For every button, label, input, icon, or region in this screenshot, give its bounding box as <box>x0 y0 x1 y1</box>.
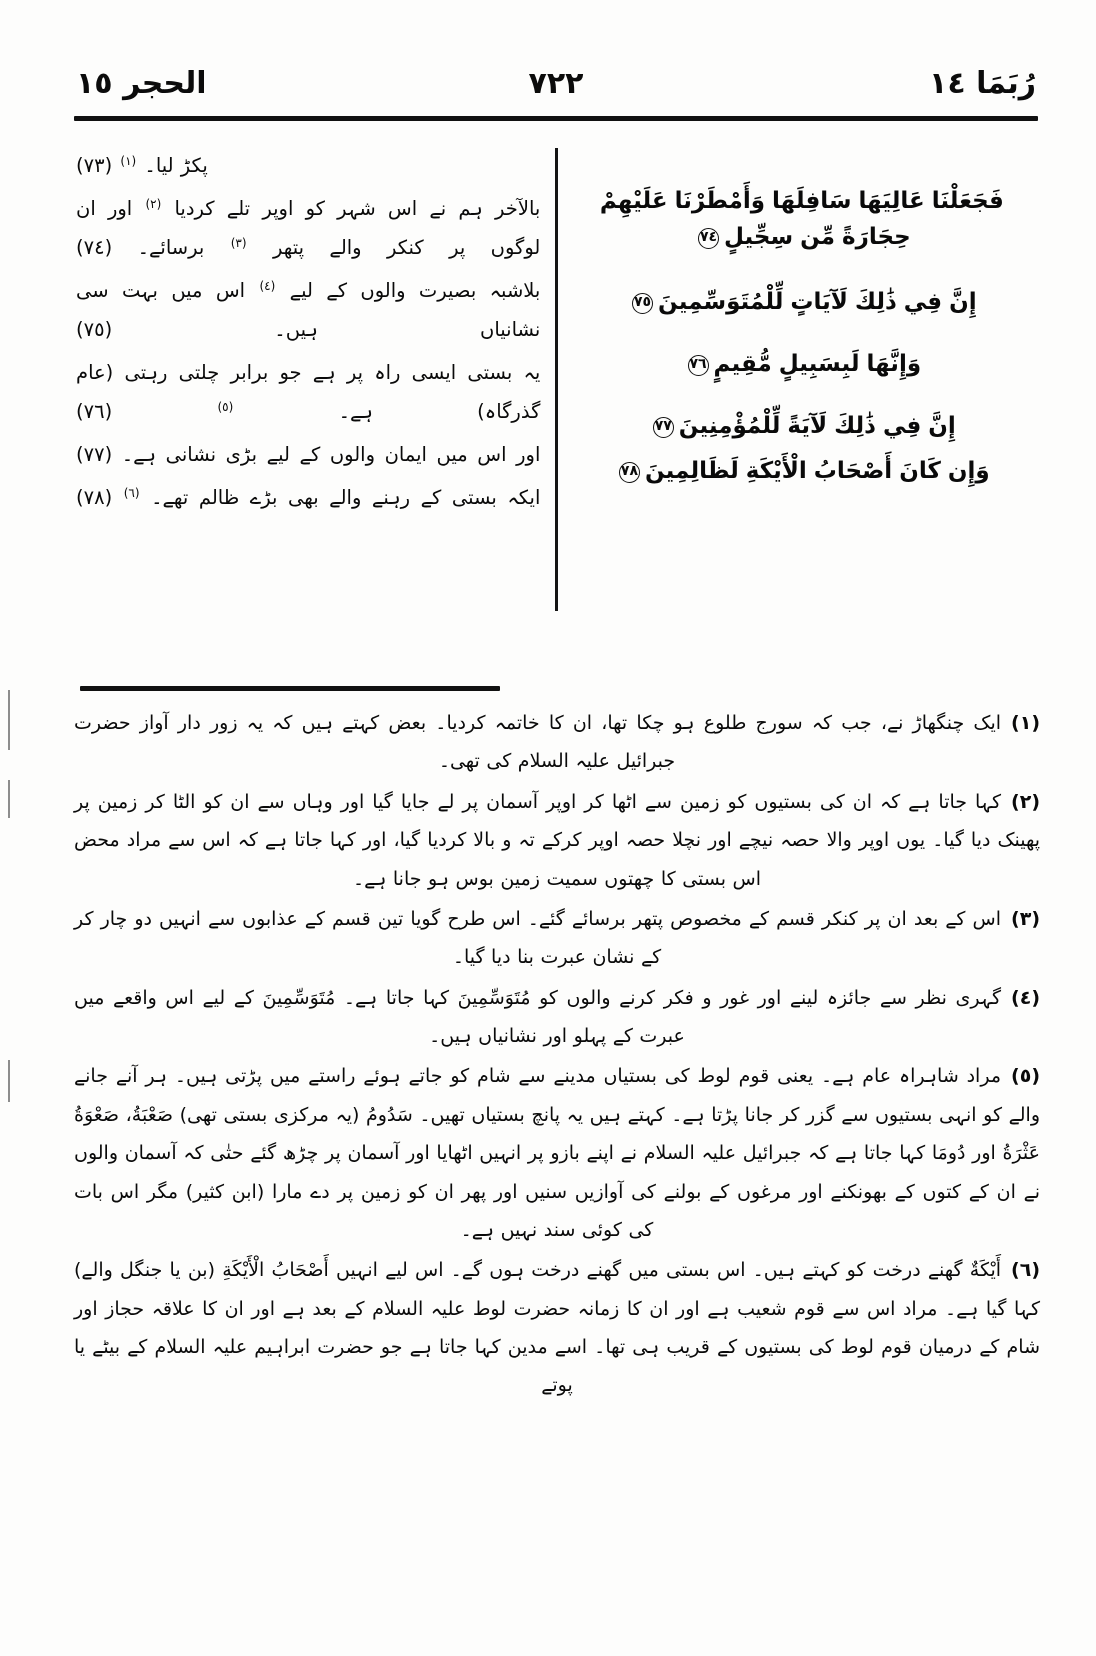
ayah-number-badge: ٧٤ <box>698 228 719 249</box>
footnote-text: کہا جاتا ہے کہ ان کی بستیوں کو زمین سے اٹھا کر اوپر آسمان پر لے جایا گیا اور وہاں سے ان کو الٹا کر زمین پر پھینک دیا گیا۔ یوں اوپر والا حصہ نیچے اور نچلا حصہ اوپر کرکے تہ و بالا کردیا گیا، اور کہا جاتا ہے کہ اس سے مراد محض اس بستی کا چھتوں سمیت زمین بوس ہو جانا ہے۔ <box>74 790 1040 890</box>
ayah-line <box>566 184 1038 255</box>
urdu-translation-line: اور اس میں ایمان والوں کے لیے بڑی نشانی ہے۔ (٧٧) <box>76 443 541 466</box>
footnote-item <box>74 900 1040 977</box>
ayah-number-badge: ٧٦ <box>688 355 709 376</box>
ayah-line <box>566 409 1038 445</box>
arabic-verse-column <box>566 140 1038 625</box>
footnote-marker: (٥) <box>1011 1065 1040 1088</box>
ayah-text: وَإِن كَانَ أَصْحَابُ الْأَيْكَةِ لَظَالِمِينَ <box>644 458 990 485</box>
footnote-text: أَيْكَةٌ گھنے درخت کو کہتے ہیں۔ اس بستی میں گھنے درخت ہوں گے۔ اس لیے انہیں أَصْحَابُ الْأَيْكَةِ (بن یا جنگل والے) کہا گیا ہے۔ مراد اس سے قوم شعیب ہے اور ان کا زمانہ حضرت لوط علیہ السلام کے بعد ہے اور ان کا علاقہ حجاز اور شام کے درمیان قوم لوط کی بستیوں کے قریب ہی تھا۔ اسے مدین کہا جاتا ہے جو حضرت ابراہیم علیہ السلام کے بیٹے یا پوتے <box>74 1259 1040 1397</box>
urdu-translation-line: بلاشبہ بصیرت والوں کے لیے $^{(٤)}$ اس میں بہت سی نشانیاں ہیں۔ (٧٥) <box>76 278 541 341</box>
header-para-title: رُبَمَا ١٤ <box>929 66 1036 101</box>
page-number: ٧٢٢ <box>528 66 584 101</box>
footnote-item <box>74 704 1040 781</box>
ayah-line <box>566 454 1038 490</box>
footnote-item <box>74 1057 1040 1249</box>
footnote-item <box>74 783 1040 898</box>
footnote-marker: (١) <box>1011 712 1040 734</box>
footnote-marker: (٣) <box>1011 907 1040 930</box>
ayah-number-badge: ٧٨ <box>619 462 640 483</box>
urdu-translation-column <box>74 140 546 625</box>
footnote-marker: (٤) <box>1011 986 1040 1009</box>
footnote-item <box>74 1251 1040 1405</box>
urdu-translation-line: پکڑ لیا۔ $^{(١)}$ (٧٣) <box>76 153 208 177</box>
ayah-number-badge: ٧٧ <box>653 417 674 438</box>
urdu-translation-line: یہ بستی ایسی راہ پر ہے جو برابر چلتی رہتی (عام گذرگاہ) ہے۔ $^{(٥)}$ (٧٦) <box>76 361 541 423</box>
footnote-marker: (٢) <box>1011 790 1040 813</box>
ayah-text: فَجَعَلْنَا عَالِيَهَا سَافِلَهَا وَأَمْطَرْنَا عَلَيْهِمْ حِجَارَةً مِّن سِجِّيلٍ <box>599 188 1004 250</box>
spine-mark <box>8 780 10 818</box>
column-divider <box>555 148 558 611</box>
spine-mark <box>8 690 10 750</box>
footnote-marker: (٦) <box>1011 1259 1040 1282</box>
footnote-text: اس کے بعد ان پر کنکر قسم کے مخصوص پتھر برسائے گئے۔ اس طرح گویا تین قسم کے عذابوں سے انہیں دو چار کر کے نشان عبرت بنا دیا گیا۔ <box>74 907 1002 969</box>
footnote-item <box>74 979 1040 1056</box>
ayah-number-badge: ٧٥ <box>632 293 653 314</box>
ayah-line <box>566 347 1038 383</box>
footnote-divider-rule <box>80 686 500 691</box>
ayah-line <box>566 285 1038 321</box>
header-divider-rule <box>74 116 1038 121</box>
header-surah-title: الحجر ١٥ <box>76 66 207 101</box>
footnote-text: ایک چنگھاڑ نے، جب کہ سورج طلوع ہو چکا تھا، ان کا خاتمہ کردیا۔ بعض کہتے ہیں کہ یہ زور دار آواز حضرت جبرائیل علیہ السلام کی تھی۔ <box>74 712 1002 773</box>
ayah-text: إِنَّ فِي ذَٰلِكَ لَآيَةً لِّلْمُؤْمِنِينَ <box>678 412 956 439</box>
footnote-list <box>74 704 1040 1407</box>
spine-mark <box>8 1060 10 1102</box>
running-header <box>72 58 1040 116</box>
ayah-text: إِنَّ فِي ذَٰلِكَ لَآيَاتٍ لِّلْمُتَوَسِّمِينَ <box>658 289 977 316</box>
urdu-translation-line: بالآخر ہم نے اس شہر کو اوپر تلے کردیا $^{(٢)}$ اور ان لوگوں پر کنکر والے پتھر $^{(٣)}$ برسائے۔ (٧٤) <box>76 196 541 259</box>
urdu-translation-line: ایکہ بستی کے رہنے والے بھی بڑے ظالم تھے۔ $^{(٦)}$ (٧٨) <box>76 485 541 509</box>
footnote-text: مراد شاہراہ عام ہے۔ یعنی قوم لوط کی بستیاں مدینے سے شام کو جاتے ہوئے راستے میں پڑتی ہیں۔ ہر آنے جانے والے کو انہی بستیوں سے گزر کر جانا پڑتا ہے۔ کہتے ہیں یہ پانچ بستیاں تھیں۔ سَدُومُ (یہ مرکزی بستی تھی) صَعْبَةُ، صَعْوَةُ عَثْرَةُ اور دُومَا کہا جاتا ہے کہ جبرائیل علیہ السلام نے اپنے بازو پر انہیں اٹھایا اور آسمان پر چڑھ گئے حتٰی کہ آسمان والوں نے ان کے کتوں کے بھونکنے اور مرغوں کے بولنے کی آوازیں سنیں اور پھر ان کو زمین پر دے مارا (ابن کثیر) مگر اس بات کی کوئی سند نہیں ہے۔ <box>74 1065 1040 1241</box>
verse-block <box>74 140 1038 625</box>
footnote-text: گہری نظر سے جائزہ لینے اور غور و فکر کرنے والوں کو مُتَوَسِّمِینَ کہا جاتا ہے۔ مُتَوَسِّمِینَ کے لیے اس واقعے میں عبرت کے پہلو اور نشانیاں ہیں۔ <box>74 986 1002 1047</box>
ayah-text: وَإِنَّهَا لَبِسَبِيلٍ مُّقِيمٍ <box>713 350 922 377</box>
